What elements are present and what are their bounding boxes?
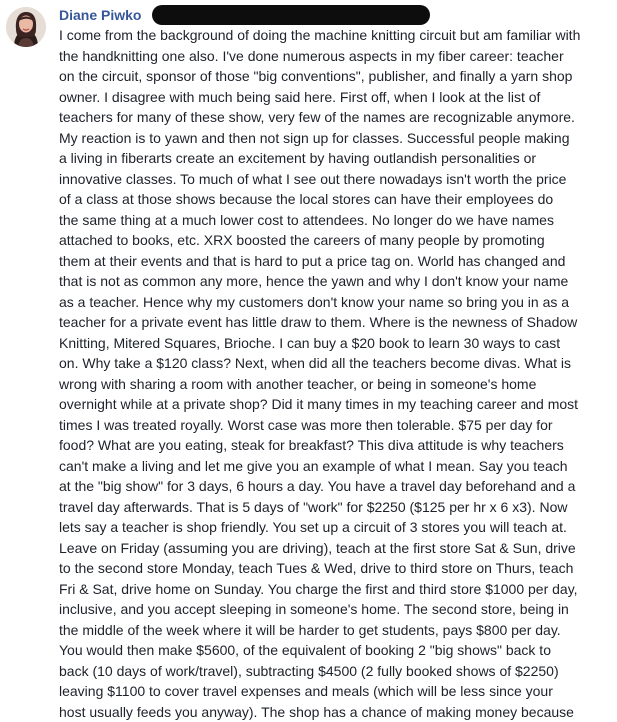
comment-text-line: of a class at those shows because the local stores can have their employees do	[59, 189, 613, 210]
comment-text-line: I come from the background of doing the machine knitting circuit but am familiar with	[59, 25, 613, 46]
comment-text-line: Leave on Friday (assuming you are driving), teach at the first store Sat & Sun, drive	[59, 538, 613, 559]
comment-text-line: Fri & Sat, drive home on Sunday. You charge the first and third store $1000 per day,	[59, 579, 613, 600]
comment-text-line: lets say a teacher is shop friendly. You set up a circuit of 3 stores you will teach at.	[59, 517, 613, 538]
profile-photo	[6, 7, 46, 47]
comment-text-line: that is not as common any more, hence the yawn and why I don't know your name	[59, 271, 613, 292]
comment-text-line: as a teacher. Hence why my customers don't know your name so bring you in as a	[59, 292, 613, 313]
comment-text-line: on. Why take a $120 class? Next, when did all the teachers become divas. What is	[59, 353, 613, 374]
comment-text-line: wrong with sharing a room with another teacher, or being in someone's home	[59, 374, 613, 395]
comment-text-line: My reaction is to yawn and then not sign up for classes. Successful people making	[59, 128, 613, 149]
comment-text-line: times I was treated royally. Worst case was more then tolerable. $75 per day for	[59, 415, 613, 436]
comment-text-line: owner. I disagree with much being said here. First off, when I look at the list of	[59, 87, 613, 108]
comment-text-line: a living in fiberarts create an excitement by having outlandish personalities or	[59, 148, 613, 169]
comment-text-line: travel day afterwards. That is 5 days of "work" for $2250 ($125 per hr x 6 x3). Now	[59, 497, 613, 518]
avatar[interactable]	[6, 7, 46, 47]
comment-text-line: attached to books, etc. XRX boosted the careers of many people by promoting	[59, 230, 613, 251]
comment-text-line: innovative classes. To much of what I see out there nowadays isn't worth the price	[59, 169, 613, 190]
comment-text-line: leaving $1100 to cover travel expenses and meals (which will be less since your	[59, 681, 613, 702]
comment-text-line: the middle of the week where it will be harder to get students, pays $800 per day.	[59, 620, 613, 641]
author-name[interactable]: Diane Piwko	[59, 7, 141, 23]
comment-text-line: at the "big show" for 3 days, 6 hours a day. You have a travel day beforehand and a	[59, 476, 613, 497]
comment-text-line: You would then make $5600, of the equivalent of booking 2 "big shows" back to	[59, 640, 613, 661]
comment-text	[59, 25, 613, 722]
comment-text-line: them at their events and that is hard to put a price tag on. World has changed and	[59, 251, 613, 272]
comment-text-line: teachers for many of these show, very few of the names are recognizable anymore.	[59, 107, 613, 128]
comment-text-line: on the circuit, sponsor of those "big conventions", publisher, and finally a yarn shop	[59, 66, 613, 87]
comment-text-line: the handknitting one also. I've done numerous aspects in my fiber career: teacher	[59, 46, 613, 67]
comment-text-line: teacher for a private event has little draw to them. Where is the newness of Shadow	[59, 312, 613, 333]
comment-text-line: can't make a living and let me give you an example of what I mean. Say you teach	[59, 456, 613, 477]
redaction-bar	[152, 5, 430, 25]
comment-text-line: back (10 days of work/travel), subtracting $4500 (2 fully booked shows of $2250)	[59, 661, 613, 682]
comment-text-line: Knitting, Mitered Squares, Brioche. I can buy a $20 book to learn 30 ways to cast	[59, 333, 613, 354]
comment-text-line: food? What are you eating, steak for breakfast? This diva attitude is why teachers	[59, 435, 613, 456]
comment-text-line: the same thing at a much lower cost to attendees. No longer do we have names	[59, 210, 613, 231]
comment-text-line: overnight while at a private shop? Did it many times in my teaching career and most	[59, 394, 613, 415]
comment-text-line: host usually feeds you anyway). The shop has a chance of making money because	[59, 702, 613, 722]
comment-text-line: to the second store Monday, teach Tues & Wed, drive to third store on Thurs, teach	[59, 558, 613, 579]
comment-text-line: inclusive, and you accept sleeping in someone's home. The second store, being in	[59, 599, 613, 620]
